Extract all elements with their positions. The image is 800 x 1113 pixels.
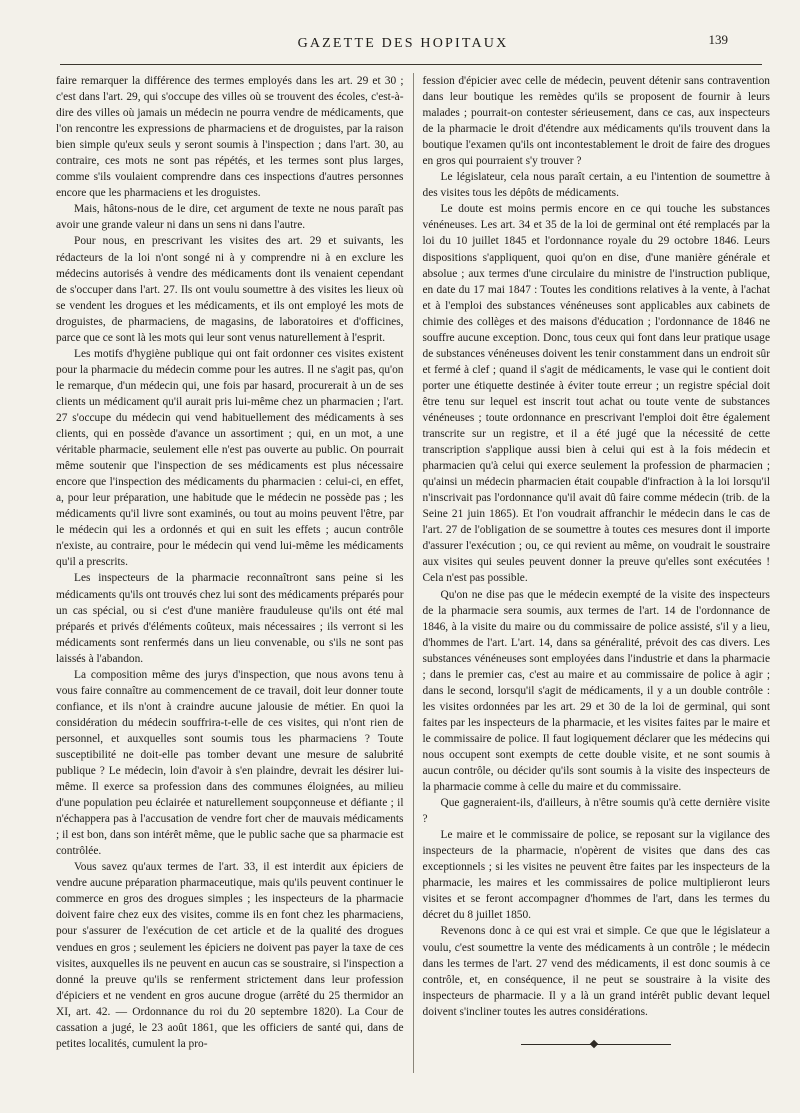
paragraph: Revenons donc à ce qui est vrai et simple. Ce que que le législateur a voulu, c'est soumettre la vente des médicaments à un contrôle ; le médecin dans les termes de l'art. 27 vend des médicaments, il est donc soumis à ce contrôle, et, en conséquence, il ne peut se soustraire à la visite des inspecteurs de pharmacie. Il y a là un grand intérêt public devant lequel doivent s'incliner toutes les autres considérations.	[422, 925, 770, 1018]
paragraph: La composition même des jurys d'inspection, que nous avons tenu à vous faire connaître au commencement de ce travail, doit leur donner toute confiance, et ils n'ont à craindre aucune jalousie de métier. En quoi la considération du médecin souffrira-t-elle de ces visites, qui n'ont rien de personnel, et auxquelles sont soumis tous les pharmaciens ? Toute susceptibilité ne doit-elle pas tomber devant une mesure de salubrité publique ? Le médecin, loin d'avoir à s'en plaindre, devrait les désirer lui-même. Il exerce sa profession dans des communes éloignées, au milieu d'une population peu éclairée et naturellement soupçonneuse et défiante ; il n'échappera pas à l'accusation de vendre fort cher de mauvais médicaments ; il est bon, dans son intérêt même, que le public sache que sa pharmacie est contrôlée.	[56, 668, 404, 858]
paragraph: Le législateur, cela nous paraît certain, a eu l'intention de soumettre à des visites tous les dépôts de médicaments.	[422, 171, 770, 200]
paragraph: faire remarquer la différence des termes employés dans les art. 29 et 30 ; c'est dans l'art. 29, qui s'occupe des villes où se trouvent des écoles, c'est-à-dire des villes où jamais un médecin ne pourra vendre de médicaments, que l'on rencontre les expressions de pharmaciens et de droguistes, par la raison bien simple qu'eux seuls y seront soumis à l'inspection ; dans l'art. 30, au contraire, ces mots ne sont pas répétés, et les termes sont plus larges, comme s'ils voulaient comprendre dans ces inspections d'autres personnes encore que les pharmaciens et les droguistes.	[56, 75, 404, 200]
text-columns	[36, 73, 770, 1073]
ornament-diamond-icon	[590, 1040, 598, 1048]
paragraph: Pour nous, en prescrivant les visites des art. 29 et suivants, les rédacteurs de la loi n'ont songé ni à y comprendre ni à en exclure les médecins autorisés à vendre des médicaments dont ils venaient cependant de s'occuper dans l'art. 27. Ils ont voulu soumettre à des visites les lieux où se vendent les drogues et les médicaments, et ils ont employé les mots de droguistes, de pharmaciens, de magasins, de laboratoires et d'officines, parce que ce sont là les mots qui leur sont venus naturellement à l'esprit.	[56, 235, 404, 344]
paragraph: Les inspecteurs de la pharmacie reconnaîtront sans peine si les médicaments qu'ils ont trouvés chez lui sont des médicaments préparés pour un cas spécial, ou si c'est d'une manière frauduleuse qu'ils ont été mal préparés et privés d'éléments coûteux, mais nécessaires ; ils verront si les médicaments sont renfermés dans un lieu convenable, ou s'ils ne sont pas laissés à l'abandon.	[56, 572, 404, 665]
paragraph: Que gagneraient-ils, d'ailleurs, à n'être soumis qu'à cette dernière visite ?	[422, 797, 770, 826]
running-title: GAZETTE DES HOPITAUX	[297, 36, 509, 51]
paragraph: Le doute est moins permis encore en ce qui touche les substances vénéneuses. Les art. 34 et 35 de la loi de germinal ont été remplacés par la loi du 10 juillet 1845 et l'ordonnance royale du 29 octobre 1846. Leurs dispositions s'appliquent, quoi qu'on en dise, d'une manière générale et absolue ; aux termes d'une circulaire du ministre de l'instruction publique, en date du 17 mai 1847 : Toutes les conditions relatives à la vente, à l'achat et à l'emploi des substances vénéneuses sont applicables aux cabinets de chimie des collèges et des maisons d'éducation ; l'ordonnance de 1846 ne souffre aucune exception. Donc, tous ceux qui font dans leur pratique usage de substances vénéneuses doivent les tenir constamment dans un endroit sûr et fermé à clef ; quand il s'agit de médicaments, le vase qui le contient doit porter une étiquette destinée à éviter toute erreur ; un registre spécial doit être tenu sur lequel est inscrit tout achat ou toute vente de substances vénéneuses ; toute ordonnance en prescrivant l'emploi doit être également transcrite sur un registre, et il a été jugé que la nécessité de cette transcription s'applique aussi bien à celui qui est à la fois médecin et pharmacien qu'à celui qui exerce seulement la profession de pharmacien ; qu'ainsi un médecin pharmacien était coupable d'infraction à la loi lorsqu'il n'inscrivait pas l'ordonnance qu'il avait dû faire comme médecin (trib. de la Seine 21 juin 1865). Et l'on voudrait affranchir le médecin dans le cas de l'art. 27 de l'obligation de se soumettre à toutes ces mesures dont il importe d'assurer l'exécution ; ou, ce qui revient au même, on voudrait le soustraire aux visites qui seules peuvent donner la preuve qu'elles sont exécutées ! Cela n'est pas possible.	[422, 203, 770, 585]
paragraph: fession d'épicier avec celle de médecin, peuvent détenir sans contravention dans leur boutique les remèdes qu'ils se proposent de fournir à leurs malades ; pourrait-on contester sérieusement, dans ce cas, aux inspecteurs de la pharmacie le droit d'étendre aux médicaments qu'ils trouvent dans la boutique l'examen qu'ils ont incontestablement le droit de faire des drogues en gros qui pourraient s'y trouver ?	[422, 75, 770, 168]
page-header	[36, 30, 770, 56]
paragraph: Le maire et le commissaire de police, se reposant sur la vigilance des inspecteurs de la pharmacie, n'opèrent de visites que dans des cas exceptionnels ; si les visites ne peuvent être faites par les inspecteurs de la pharmacie, les maires et les commissaires de police multiplieront leurs visites et se feront accompagner d'hommes de l'art, dans les termes du décret du 8 juillet 1850.	[422, 829, 770, 922]
paragraph: Les motifs d'hygiène publique qui ont fait ordonner ces visites existent pour la pharmacie du médecin comme pour les autres. Il ne s'agit pas, qu'on le remarque, d'un médecin qui, une fois par hasard, procurerait à un de ses clients un médicament qu'il aurait pris lui-même chez un pharmacien ; l'art. 27 s'occupe du médecin qui vend habituellement des médicaments à ses clients, qui en possède d'avance un assortiment ; qui, en un mot, a une véritable pharmacie, seulement elle n'est pas ouverte au public. On pourrait même soutenir que l'inspection de ses médicaments est plus nécessaire encore que l'inspection des médicaments du pharmacien : celui-ci, en effet, a, pour leur préparation, une habitude que le médecin ne possède pas ; les médicaments qu'il livre sont examinés, ou tout au moins peuvent l'être, par le médecin qui les a ordonnés et qui en suit les effets ; aucun contrôle n'existe, au contraire, pour le médecin qui vend lui-même les médicaments qu'il a prescrits.	[56, 347, 404, 569]
right-column	[413, 73, 771, 1073]
header-rule	[60, 64, 762, 65]
paragraph: Vous savez qu'aux termes de l'art. 33, il est interdit aux épiciers de vendre aucune préparation pharmaceutique, mais qu'ils peuvent continuer le commerce en gros des drogues simples ; les inspecteurs de la pharmacie doivent faire chez eux des visites, comme ils en font chez les pharmaciens, pour s'assurer de l'exécution de cet article et de la qualité des drogues vendues en gros ; seulement les épiciers ne doivent pas payer la taxe de ces visites, auxquelles ils ne peuvent en aucun cas se soustraire, si l'inspection a donné la preuve qu'ils se renferment strictement dans leur profession d'épiciers et ne vendent en gros aucune drogue (arrêté du 25 thermidor an XI, art. 42. — Ordonnance du roi du 20 septembre 1820). La Cour de cassation a jugé, le 23 août 1861, que les officiers de santé qui, dans de petites localités, cumulent la pro-	[56, 861, 404, 1050]
end-of-article-ornament	[521, 1040, 671, 1048]
paragraph: Qu'on ne dise pas que le médecin exempté de la visite des inspecteurs de la pharmacie sera soumis, aux termes de l'art. 14 de l'ordonnance de 1846, à la visite du maire ou du commissaire de police assisté, s'il y a lieu, d'hommes de l'art. L'art. 14, dans sa généralité, prévoit des cas divers. Les substances vénéneuses sont employées dans l'industrie et dans la pharmacie ; dans le premier cas, c'est au maire et au commissaire de police à agir ; dans le second, lorsqu'il s'agit de médicaments, il y a un double contrôle : les visites ordonnées par les art. 29 et 30 de la loi de germinal, qui sont faites par les inspecteurs de la pharmacie, et les visites faites par le maire et le commissaire de police. Il faut logiquement déclarer que les médecins qui nous occupent sont exempts de cette double visite, et ne sont soumis à aucun contrôle, ou décider qu'ils sont soumis à la visite des inspecteurs de la pharmacie comme à celle du maire et du commissaire.	[422, 588, 770, 794]
left-column	[56, 73, 413, 1073]
page-number: 139	[708, 32, 728, 47]
paragraph: Mais, hâtons-nous de le dire, cet argument de texte ne nous paraît pas avoir une grande valeur ni dans un sens ni dans l'autre.	[56, 203, 404, 232]
